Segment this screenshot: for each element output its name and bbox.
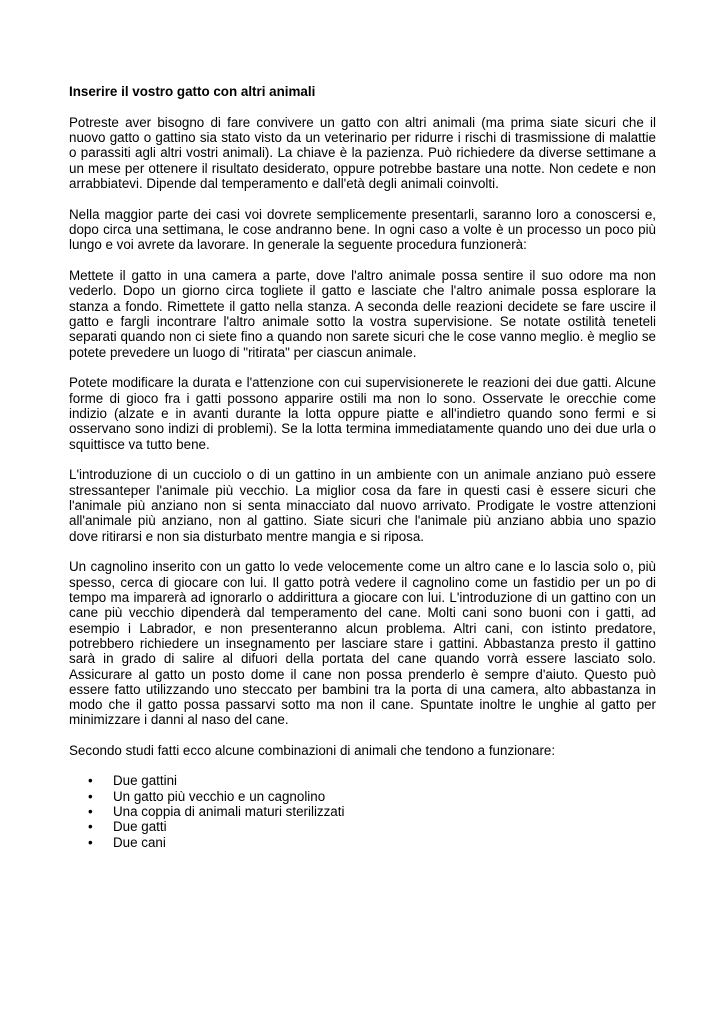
list-item-text: Due cani xyxy=(113,834,166,850)
bullet-icon: • xyxy=(88,819,93,835)
bullet-icon: • xyxy=(88,773,93,789)
document-body xyxy=(69,84,656,850)
document-title: Inserire il vostro gatto con altri animali xyxy=(69,84,316,99)
paragraph-presentation: Nella maggior parte dei casi voi dovrete semplicemente presentarli, saranno loro a conoscersi e, dopo circa una settimana, le cose andranno bene. In ogni caso a volte è un processo un poco più lungo e voi avrete da lavorare. In generale la seguente procedura funzionerà: xyxy=(69,206,656,253)
list-item-text: Due gatti xyxy=(113,819,167,835)
list-item-text: Un gatto più vecchio e un cagnolino xyxy=(113,788,326,804)
list-item-text: Una coppia di animali maturi sterilizzati xyxy=(113,804,345,820)
list-item-text: Due gattini xyxy=(113,773,178,789)
bullet-icon: • xyxy=(88,804,93,820)
list-item xyxy=(69,835,656,850)
paragraph-young-animals: L'introduzione di un cucciolo o di un gattino in un ambiente con un animale anziano può essere stressanteper l'animale più vecchio. La miglior cosa da fare in questi casi è essere sicuri che l'animale più anziano non si senta minacciato dal nuovo arrivato. Prodigate le vostre attenzioni all'animale più anziano, non al gattino. Siate sicuri che l'animale più anziano abbia uno spazio dove ritirarsi e non sia disturbato mentre mangia e si riposa. xyxy=(69,467,656,544)
list-item xyxy=(69,789,656,804)
list-item xyxy=(69,819,656,834)
list-intro: Secondo studi fatti ecco alcune combinazioni di animali che tendono a funzionare: xyxy=(69,743,556,759)
bullet-icon: • xyxy=(88,788,93,804)
bullet-icon: • xyxy=(88,834,93,850)
list-item xyxy=(69,773,656,788)
paragraph-supervision: Potete modificare la durata e l'attenzione con cui supervisionerete le reazioni dei due gatti. Alcune forme di gioco fra i gatti possono apparire ostili ma non lo sono. Osservate le orecchie come indizio (alzate e in avanti durante la lotta oppure piatte e all'indietro quando sono fermi e si osservano sono indizi di problemi). Se la lotta termina immediatamente quando uno dei due urla o squittisce va tutto bene. xyxy=(69,375,656,452)
paragraph-procedure: Mettete il gatto in una camera a parte, dove l'altro animale possa sentire il suo odore ma non vederlo. Dopo un giorno circa togliete il gatto e lasciate che l'altro animale possa esplorare la stanza a fondo. Rimettete il gatto nella stanza. A seconda delle reazioni decidete se fare uscire il gatto e fargli incontrare l'altro animale sotto la vostra supervisione. Se notate ostilità teneteli separati quando non ci siete fino a quando non sarete sicuri che le cose vanno meglio. è meglio se potete prevedere un luogo di "ritirata" per ciascun animale. xyxy=(69,268,656,360)
paragraph-intro: Potreste aver bisogno di fare convivere un gatto con altri animali (ma prima siate sicuri che il nuovo gatto o gattino sia stato visto da un veterinario per ridurre i rischi di trasmissione di malattie o parassiti agli altri vostri animali). La chiave è la pazienza. Può richiedere da diverse settimane a un mese per ottenere il risultato desiderato, oppure potrebbe bastare una notte. Non cedete e non arrabbiatevi. Dipende dal temperamento e dall'età degli animali coinvolti. xyxy=(69,114,656,191)
combinations-list xyxy=(69,773,656,849)
paragraph-dogs: Un cagnolino inserito con un gatto lo vede velocemente come un altro cane e lo lascia solo o, più spesso, cerca di giocare con lui. Il gatto potrà vedere il cagnolino come un fastidio per un po di tempo ma imparerà ad ignorarlo o addirittura a giocare con lui. L'introduzione di un gattino con un cane più vecchio dipenderà dal temperamento del cane. Molti cani sono buoni con i gatti, ad esempio i Labrador, e non presenteranno alcun problema. Altri cani, con istinto predatore, potrebbero richiedere un insegnamento per lasciare stare i gattini. Abbastanza presto il gattino sarà in grado di salire al difuori della portata del cane quando vorrà essere lasciato solo. Assicurare al gatto un posto dome il cane non possa prenderlo è sempre d'aiuto. Questo può essere fatto utilizzando uno steccato per bambini tra la porta di una camera, alto abbastanza in modo che il gatto possa passarvi sotto ma non il cane. Spuntate inoltre le unghie al gatto per minimizzare i danni al naso del cane. xyxy=(69,559,656,728)
list-item xyxy=(69,804,656,819)
